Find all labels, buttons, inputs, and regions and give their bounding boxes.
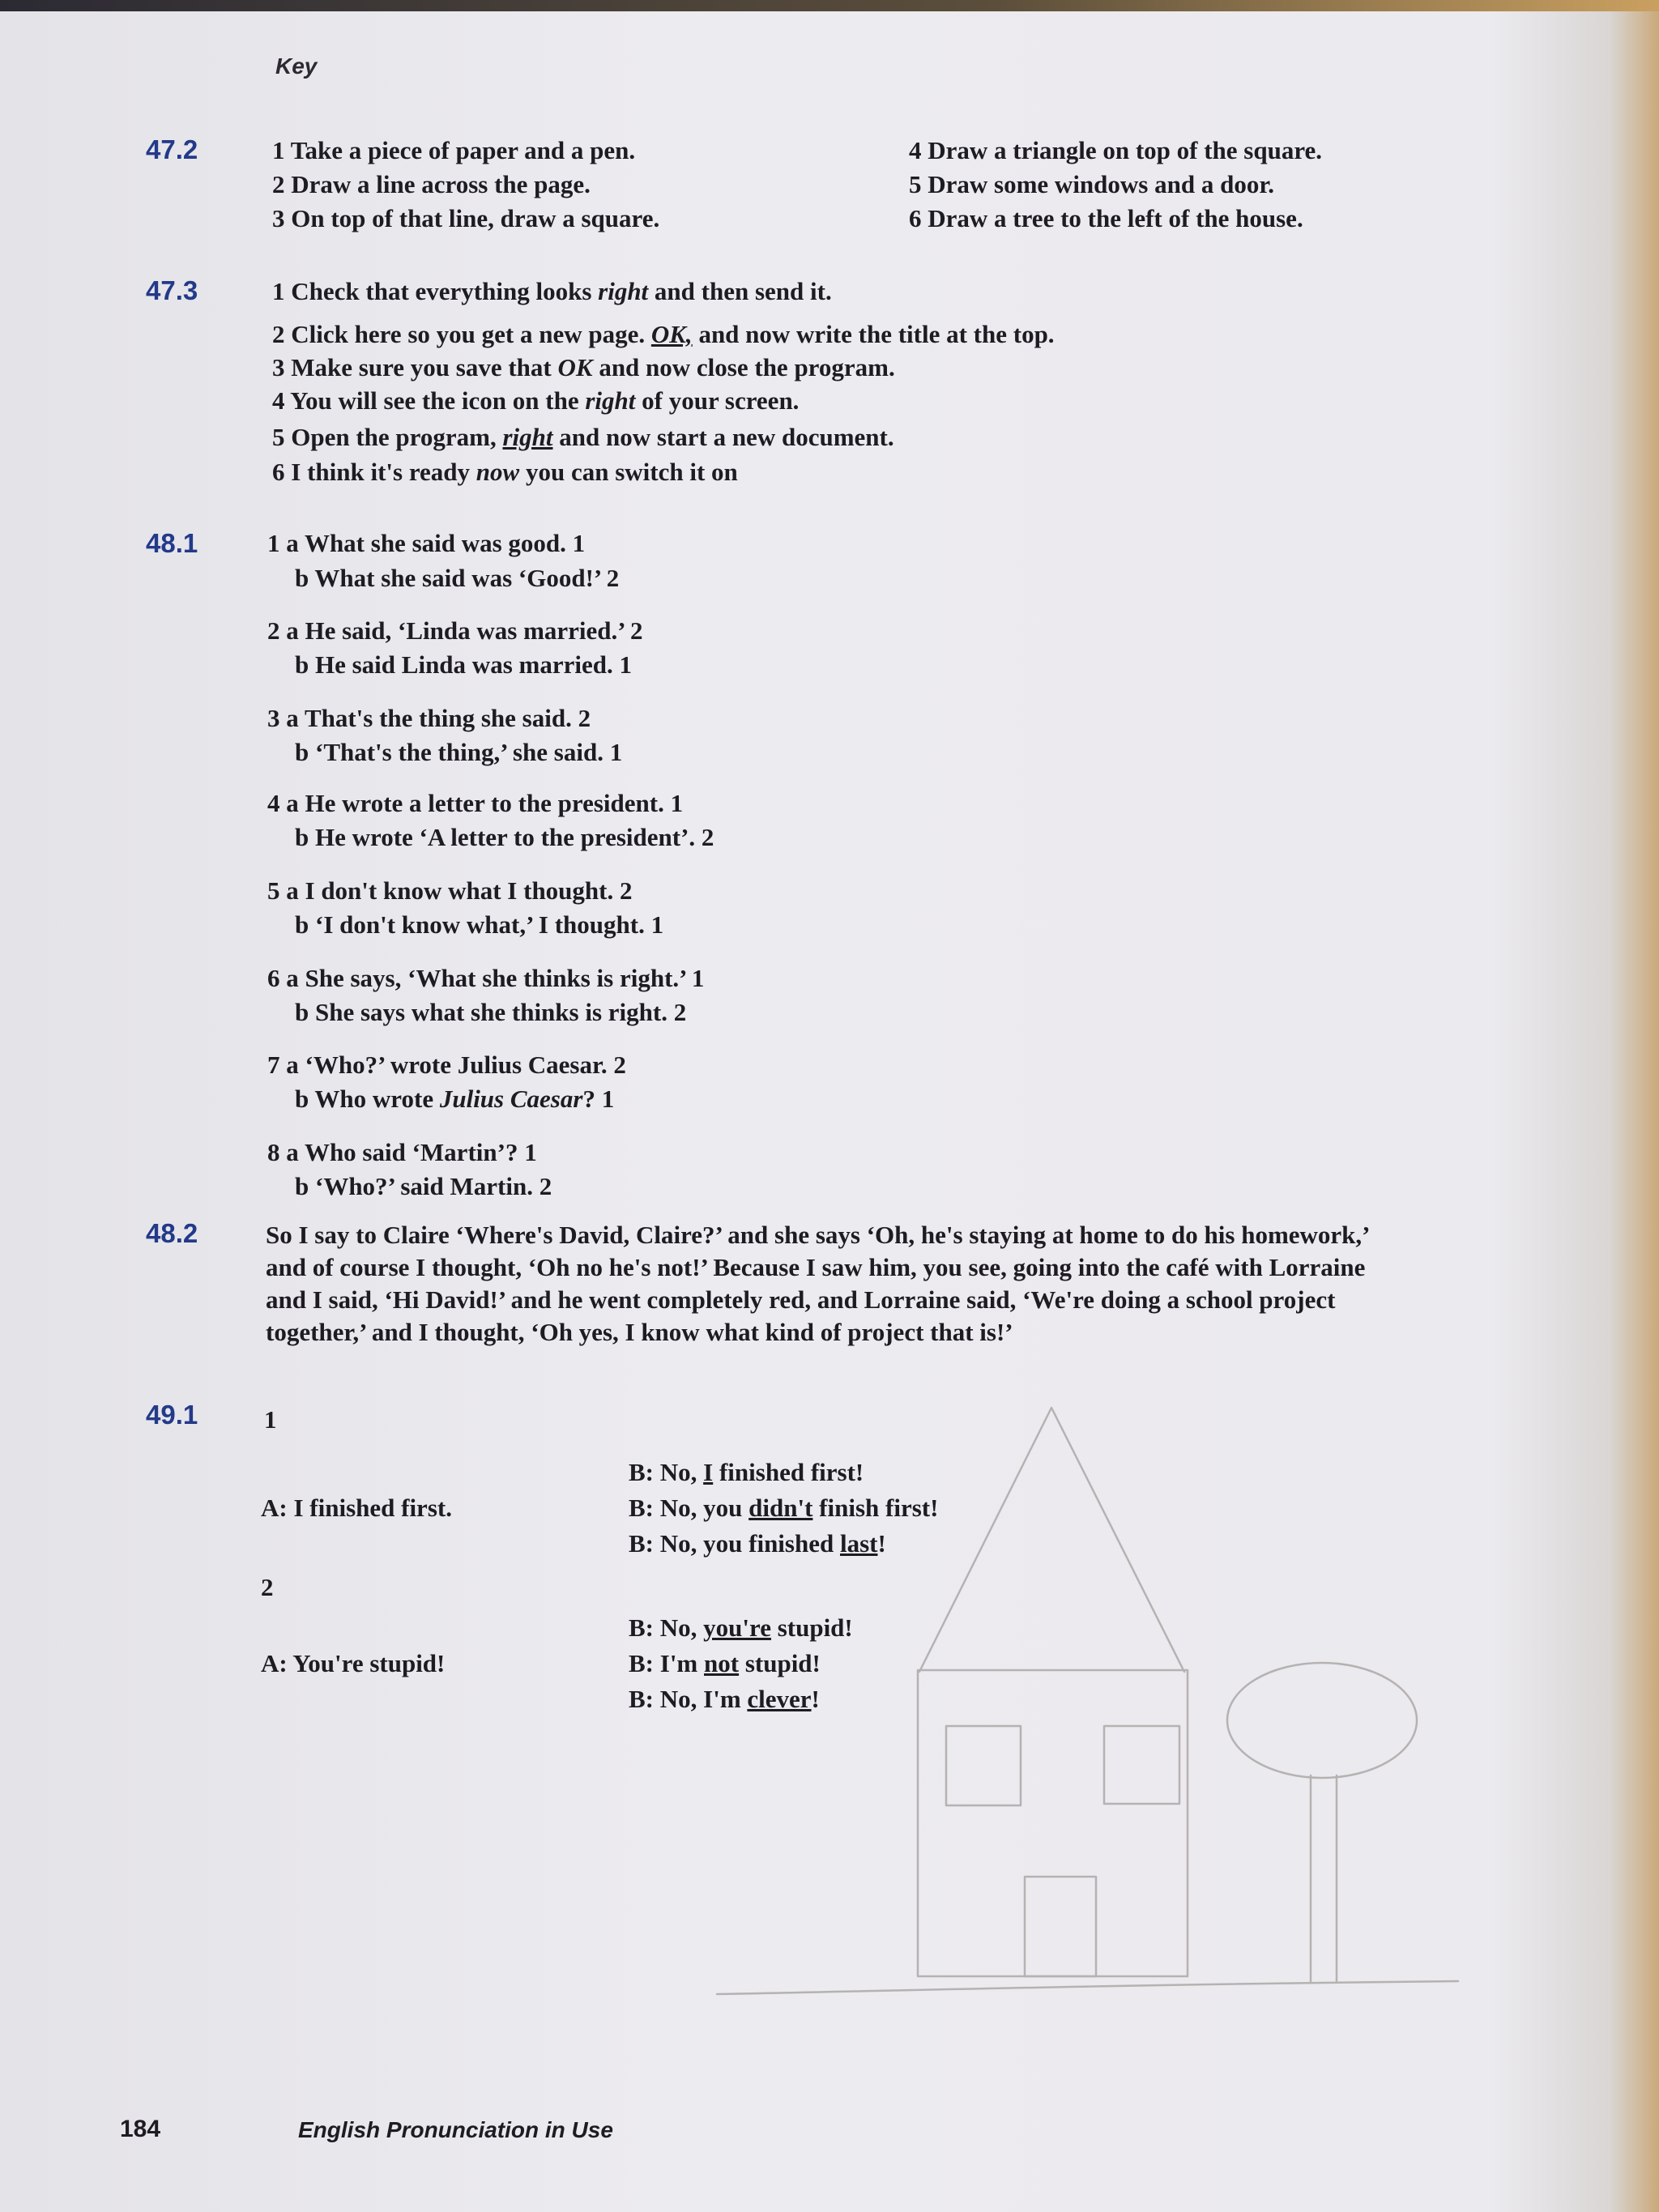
exercise-number-47-2: 47.2	[146, 134, 198, 164]
ex49-1-d1-b3: B: No, you finished last!	[629, 1529, 886, 1558]
ex48-1-item-6a: 6 a She says, ‘What she thinks is right.’ 1	[267, 964, 705, 992]
ex48-1-item-7a: 7 a ‘Who?’ wrote Julius Caesar. 2	[267, 1051, 626, 1079]
ex49-1-dialogue-1-number: 1	[264, 1405, 277, 1434]
exercise-number-47-3: 47.3	[146, 275, 198, 305]
exercise-number-49-1: 49.1	[146, 1400, 198, 1430]
ex47-2-line-2: 2 Draw a line across the page.	[272, 170, 591, 198]
ex49-1-dialogue-2-number: 2	[261, 1573, 274, 1601]
ex47-2-line-3: 3 On top of that line, draw a square.	[272, 204, 660, 232]
drawing-house-walls	[918, 1670, 1188, 1976]
drawing-window-left	[946, 1726, 1021, 1805]
ex48-1-item-2a: 2 a He said, ‘Linda was married.’ 2	[267, 616, 643, 645]
ex49-1-d2-a: A: You're stupid!	[261, 1649, 446, 1677]
ex47-3-line-1: 1 Check that everything looks right and then send it.	[272, 277, 832, 305]
drawing-tree-crown	[1227, 1663, 1417, 1778]
ex47-2-line-4: 4 Draw a triangle on top of the square.	[909, 136, 1323, 164]
exercise-number-48-1: 48.1	[146, 528, 198, 558]
ex48-1-item-2b: b He said Linda was married. 1	[295, 650, 632, 679]
ex47-3-line-6: 6 I think it's ready now you can switch it on	[272, 458, 738, 486]
ex49-1-d2-b1: B: No, you're stupid!	[629, 1613, 853, 1642]
ex47-2-line-1: 1 Take a piece of paper and a pen.	[272, 136, 636, 164]
exercise-number-48-2: 48.2	[146, 1218, 198, 1248]
drawing-ground-line	[717, 1981, 1458, 1994]
ex48-1-item-7b: b Who wrote Julius Caesar? 1	[295, 1085, 615, 1113]
ex48-1-item-3a: 3 a That's the thing she said. 2	[267, 704, 591, 732]
ex49-1-d1-a: A: I finished first.	[261, 1494, 452, 1522]
ex47-3-line-5: 5 Open the program, right and now start a new document.	[272, 423, 894, 451]
drawing-tree-trunk	[1311, 1775, 1337, 1983]
ex47-3-line-2: 2 Click here so you get a new page. OK, and now write the title at the top.	[272, 320, 1055, 348]
ex48-1-item-8b: b ‘Who?’ said Martin. 2	[295, 1172, 552, 1200]
ex48-1-item-4a: 4 a He wrote a letter to the president. 1	[267, 789, 684, 817]
ex47-2-line-5: 5 Draw some windows and a door.	[909, 170, 1274, 198]
ex49-1-d1-b2: B: No, you didn't finish first!	[629, 1494, 939, 1522]
ex47-3-line-3: 3 Make sure you save that OK and now close the program.	[272, 353, 895, 381]
ex49-1-d2-b3: B: No, I'm clever!	[629, 1685, 820, 1713]
ex49-1-d1-b1: B: No, I finished first!	[629, 1458, 864, 1486]
running-header-key: Key	[275, 53, 318, 79]
drawing-door	[1025, 1877, 1096, 1976]
ex47-3-line-4: 4 You will see the icon on the right of your screen.	[272, 386, 800, 415]
ex48-1-item-1b: b What she said was ‘Good!’ 2	[295, 564, 620, 592]
ex48-2-paragraph: So I say to Claire ‘Where's David, Claire?’ and she says ‘Oh, he's staying at home to do his homework,’ and of course I thought, ‘Oh no he's not!’ Because I saw him, you see, going into the café with Lorraine and I said, ‘Hi David!’ and he went completely red, and Lorraine said, ‘We're doing a school project together,’ and I thought, ‘Oh yes, I know what kind of project that is!’	[266, 1221, 1369, 1346]
ex48-1-item-3b: b ‘That's the thing,’ she said. 1	[295, 738, 623, 766]
ex48-1-item-8a: 8 a Who said ‘Martin’? 1	[267, 1138, 537, 1166]
ex48-1-item-5a: 5 a I don't know what I thought. 2	[267, 876, 633, 905]
ex48-1-item-4b: b He wrote ‘A letter to the president’. 2	[295, 823, 714, 851]
drawing-roof	[919, 1408, 1184, 1672]
book-title: English Pronunciation in Use	[298, 2117, 613, 2142]
ex48-1-item-5b: b ‘I don't know what,’ I thought. 1	[295, 910, 664, 939]
ex49-1-d2-b2: B: I'm not stupid!	[629, 1649, 821, 1677]
ex48-1-item-6b: b She says what she thinks is right. 2	[295, 998, 687, 1026]
ex48-1-item-1a: 1 a What she said was good. 1	[267, 529, 586, 557]
drawing-window-right	[1104, 1726, 1179, 1804]
page-number: 184	[120, 2116, 161, 2142]
ex47-2-line-6: 6 Draw a tree to the left of the house.	[909, 204, 1303, 232]
